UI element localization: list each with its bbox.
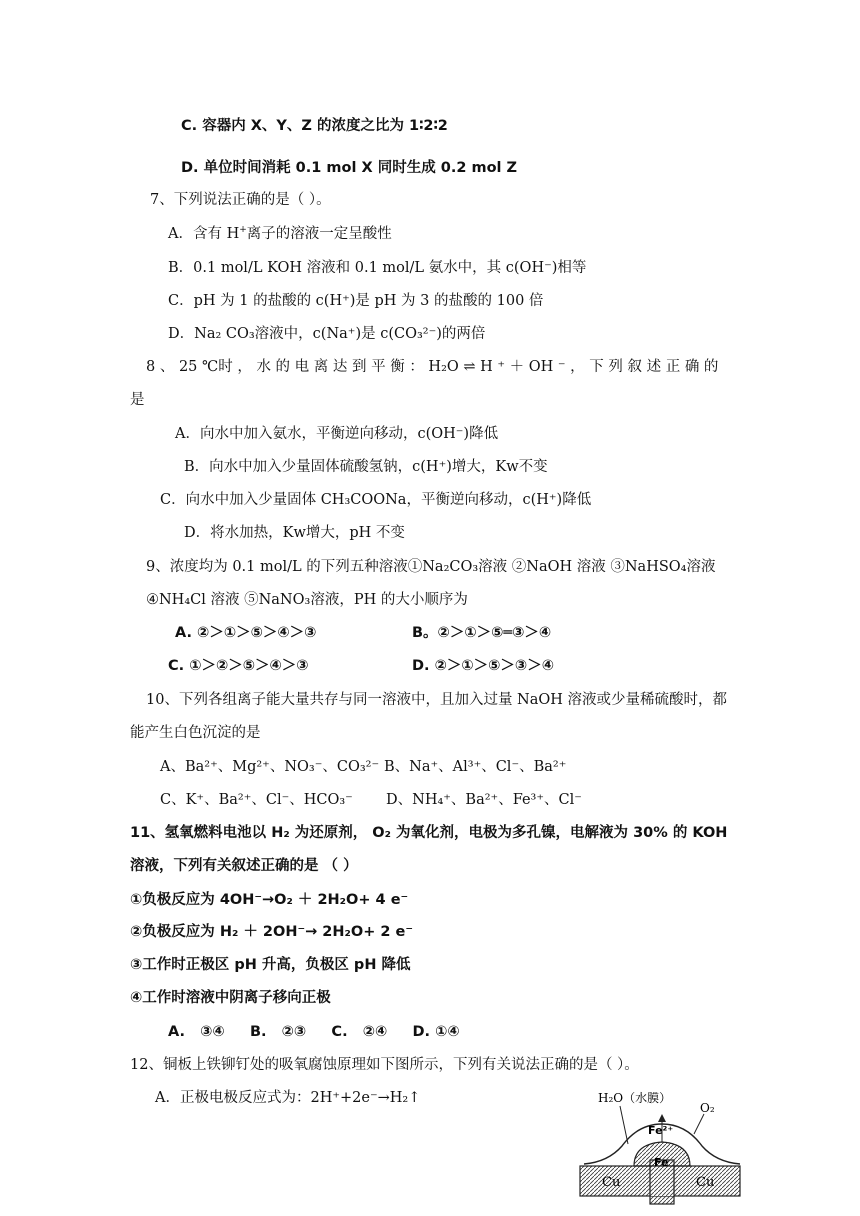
q7-option-c: C．pH 为 1 的盐酸的 c(H⁺)是 pH 为 3 的盐酸的 100 倍: [168, 293, 544, 309]
fe2-label: Fe²⁺: [648, 1124, 674, 1137]
q7-option-d: D．Na₂ CO₃溶液中，c(Na⁺)是 c(CO₃²⁻)的两倍: [168, 326, 486, 342]
q10-option-a: A、Ba²⁺、Mg²⁺、NO₃⁻、CO₃²⁻: [160, 759, 380, 775]
q11-item-4: ④工作时溶液中阴离子移向正极: [130, 990, 331, 1006]
q8-stem-line1: 8 、 25 ℃时 ， 水 的 电 离 达 到 平 衡 ： H₂O ⇌ H ⁺ ＋ OH ⁻ ， 下 列 叙 述 正 确 的: [146, 359, 719, 375]
q7-option-b: B．0.1 mol/L KOH 溶液和 0.1 mol/L 氨水中，其 c(OH⁻)相等: [168, 260, 587, 276]
q9-option-d: D. ②＞①＞⑤＞③＞④: [412, 658, 554, 674]
q6-option-c: C. 容器内 X、Y、Z 的浓度之比为 1∶2∶2: [181, 118, 448, 134]
q9-stem-line2: ④NH₄Cl 溶液 ⑤NaNO₃溶液，PH 的大小顺序为: [146, 592, 468, 608]
o2-arrow: [694, 1114, 704, 1134]
q10-option-c: C、K⁺、Ba²⁺、Cl⁻、HCO₃⁻: [160, 792, 353, 808]
q12-option-a: A．正极电极反应式为：2H⁺+2e⁻→H₂↑: [155, 1090, 421, 1106]
o2-label: O₂: [700, 1101, 715, 1115]
q7-option-a-sup: +: [239, 225, 247, 236]
q8-option-a: A．向水中加入氨水，平衡逆向移动，c(OH⁻)降低: [175, 426, 499, 442]
fe2-arrow-head: [658, 1114, 666, 1122]
q9-option-c: C. ①＞②＞⑤＞④＞③: [168, 658, 309, 674]
q11-options: A. ③④ B. ②③ C. ②④ D. ①④: [168, 1024, 460, 1040]
water-label-pointer: [620, 1106, 628, 1144]
fe-label: Fe: [654, 1156, 669, 1169]
q8-stem-line2: 是: [130, 392, 145, 408]
cu-left-label: Cu: [602, 1175, 621, 1190]
q10-stem-line2: 能产生白色沉淀的是: [130, 725, 261, 741]
q11-stem-line1: 11、氢氧燃料电池以 H₂ 为还原剂， O₂ 为氧化剂，电极为多孔镍，电解液为 30% 的 KOH: [130, 825, 728, 841]
cu-right-label: Cu: [696, 1175, 715, 1190]
q9-option-b: B。②＞①＞⑤═③＞④: [412, 625, 552, 641]
q12-stem: 12、铜板上铁铆钉处的吸氧腐蚀原理如下图所示，下列有关说法正确的是（ ）。: [130, 1057, 639, 1073]
q7-stem: 7、下列说法正确的是（ ）。: [150, 192, 331, 208]
q10-stem-line1: 10、下列各组离子能大量共存与同一溶液中，且加入过量 NaOH 溶液或少量稀硫酸时，都: [146, 692, 728, 708]
corrosion-diagram: [578, 1080, 748, 1208]
q10-option-b: B、Na⁺、Al³⁺、Cl⁻、Ba²⁺: [384, 759, 567, 775]
water-film-label: H₂O（水膜）: [598, 1091, 672, 1105]
q6-option-d: D. 单位时间消耗 0.1 mol X 同时生成 0.2 mol Z: [181, 160, 518, 176]
q7-option-a-pre: A．含有 H: [168, 226, 240, 242]
q7-option-a: [168, 224, 392, 244]
q7-option-a-post: 离子的溶液一定呈酸性: [246, 226, 392, 242]
q10-option-d: D、NH₄⁺、Ba²⁺、Fe³⁺、Cl⁻: [386, 792, 582, 808]
q9-stem-line1: 9、浓度均为 0.1 mol/L 的下列五种溶液①Na₂CO₃溶液 ②NaOH 溶液 ③NaHSO₄溶液: [146, 559, 716, 575]
q11-item-3: ③工作时正极区 pH 升高，负极区 pH 降低: [130, 957, 411, 973]
q9-option-a: A. ②＞①＞⑤＞④＞③: [175, 625, 317, 641]
q8-option-b: B．向水中加入少量固体硫酸氢钠，c(H⁺)增大，Kw不变: [184, 459, 548, 475]
q11-item-2: ②负极反应为 H₂ ＋ 2OH⁻→ 2H₂O+ 2 e⁻: [130, 924, 414, 940]
q11-stem-line2: 溶液，下列有关叙述正确的是 （ ）: [130, 858, 358, 874]
q8-option-c: C．向水中加入少量固体 CH₃COONa，平衡逆向移动，c(H⁺)降低: [160, 492, 592, 508]
q11-item-1: ①负极反应为 4OH⁻→O₂ ＋ 2H₂O+ 4 e⁻: [130, 892, 409, 908]
q8-option-d: D．将水加热，Kw增大，pH 不变: [184, 525, 405, 541]
